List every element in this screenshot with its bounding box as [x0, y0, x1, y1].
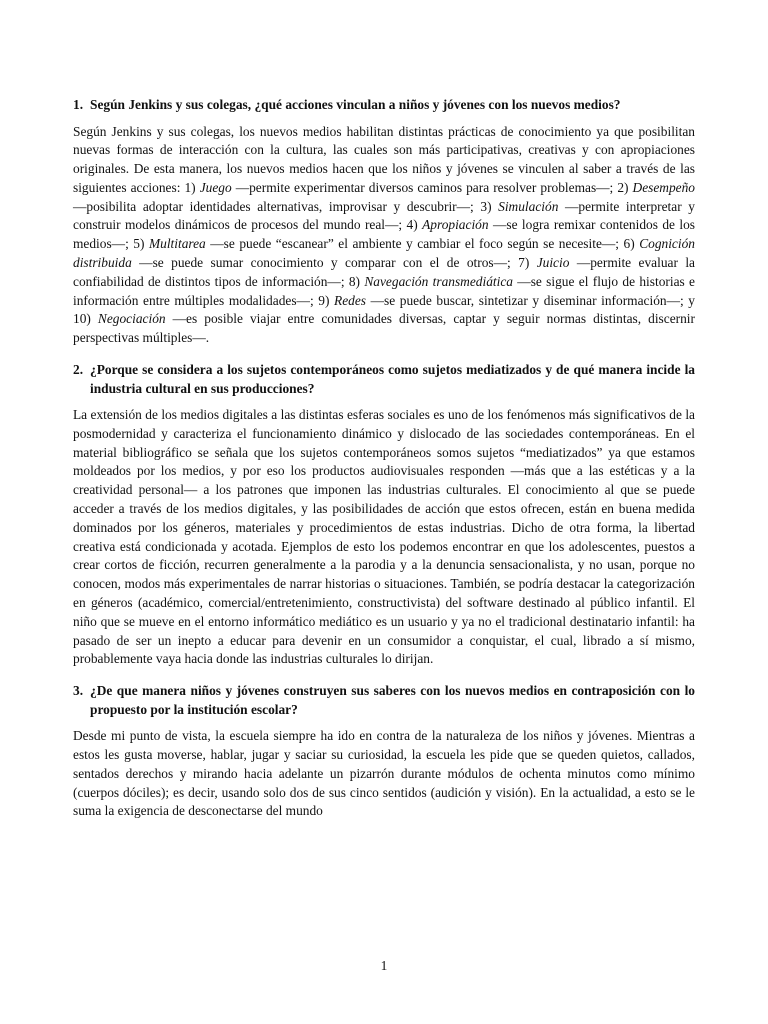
question-2-number: 2. — [73, 362, 84, 378]
answer-text: Desde mi punto de vista, la escuela siempre ha ido en contra de la naturaleza de los niños y jóvenes. Mientras a estos les gusta moverse, hablar, jugar y saciar su curiosidad, la escuela les pide que se queden quietos, callados, sentados derechos y mirando hacia adelante un pizarrón durante módulos de ochenta minutos como mínimo (cuerpos dóciles); es decir, usando solo dos de sus cinco sentidos (audición y visión). En la actualidad, a esto se le suma la exigencia de desconectarse del mundo — [73, 728, 695, 819]
answer-text: —posibilita adoptar identidades alternativas, improvisar y descubrir—; 3) — [73, 198, 499, 214]
question-1-heading — [73, 96, 695, 115]
emphasized-term: Juicio — [536, 255, 570, 271]
emphasized-term: Negociación — [97, 311, 166, 327]
question-2-title: ¿Porque se considera a los sujetos contemporáneos como sujetos mediatizados y de qué manera incide la industria cultural en sus producciones? — [90, 362, 695, 396]
answer-3 — [73, 727, 695, 821]
answer-1 — [73, 123, 695, 349]
document-page — [73, 96, 695, 834]
question-3-number: 3. — [73, 683, 84, 699]
answer-text: La extensión de los medios digitales a las distintas esferas sociales es uno de los fenómenos más significativos de la posmodernidad y caracteriza el funcionamiento dinámico y dislocado de las sociedades contemporáneas. En el material bibliográfico se señala que los sujetos contemporáneos somos sujetos “mediatizados” ya que estamos moldeados por los medios, y por eso los productos audiovisuales responden —más que a las estéticas y a la creatividad personal— a los patrones que imponen las industrias culturales. El conocimiento al que se puede acceder a través de los medios digitales, y las posibilidades de acción que estos ofrecen, están en buena medida dominados por los géneros, materiales y procedimientos de estas industrias. Dicho de otra forma, la libertad creativa está condicionada y acotada. Ejemplos de esto los podemos encontrar en que los adolescentes, puestos a crear cortos de ficción, recurren generalmente a la parodia y a la denuncia sensacionalista, y no usan, porque no conocen, modos más experimentales de narrar historias o situaciones. También, se podría destacar la categorización en géneros (académico, comercial/entretenimiento, constructivista) del software destinado al público infantil. El niño que se mueve en el entorno informático mediático es un usuario y ya no el tradicional destinatario infantil: ha pasado de ser un inepto a educar para devenir en un consumidor a conquistar, el cual, librado a sí mismo, probablemente vaya hacia donde las industrias culturales lo dirijan. — [73, 407, 695, 667]
question-2-heading — [73, 361, 695, 398]
answer-text: —permite evaluar la confiabilidad de distintos tipos de información—; 8) — [73, 255, 695, 289]
question-1-number: 1. — [73, 97, 84, 112]
answer-text: —se puede buscar, sintetizar y diseminar información—; y 10) — [73, 292, 696, 327]
question-3-title: ¿De que manera niños y jóvenes construyen sus saberes con los nuevos medios en contraposición con lo propuesto por la institución escolar? — [90, 683, 695, 717]
emphasized-term: Apropiación — [422, 217, 489, 233]
emphasized-term: Juego — [199, 179, 232, 195]
answer-text: —se logra remixar contenidos de los medios—; 5) — [73, 217, 696, 252]
emphasized-term: Navegación transmediática — [364, 273, 513, 289]
emphasized-term: Desempeño — [632, 179, 695, 195]
emphasized-term: Multitarea — [148, 236, 206, 252]
answer-text: Según Jenkins y sus colegas, los nuevos medios habilitan distintas prácticas de conocimiento ya que posibilitan nuevas formas de interacción con la cultura, las cuales son más participativas, creativas y con apropiaciones originales. De esta manera, los nuevos medios hacen que los niños y jóvenes se vinculen al saber a través de las siguientes acciones: 1) — [73, 123, 695, 195]
answer-text: —se sigue el flujo de historias e información entre múltiples modalidades—; 9) — [73, 273, 695, 308]
answer-text: —permite experimentar diversos caminos para resolver problemas—; 2) — [231, 179, 633, 195]
emphasized-term: Cognición distribuida — [73, 236, 695, 271]
page-number: 1 — [380, 958, 388, 973]
emphasized-term: Simulación — [498, 198, 559, 214]
answer-2 — [73, 406, 695, 669]
answer-text: —se puede “escanear” el ambiente y cambiar el foco según se necesite—; 6) — [205, 236, 640, 252]
question-3-heading — [73, 682, 695, 719]
answer-text: —es posible viajar entre comunidades diversas, captar y seguir normas distintas, discernir perspectivas múltiples—. — [73, 311, 695, 346]
answer-text: —se puede sumar conocimiento y comparar con el de otros—; 7) — [131, 255, 537, 271]
question-1-title: Según Jenkins y sus colegas, ¿qué acciones vinculan a niños y jóvenes con los nuevos medios? — [90, 97, 621, 112]
answer-text: —permite interpretar y construir modelos dinámicos de procesos del mundo real—; 4) — [73, 198, 695, 233]
emphasized-term: Redes — [334, 292, 367, 308]
